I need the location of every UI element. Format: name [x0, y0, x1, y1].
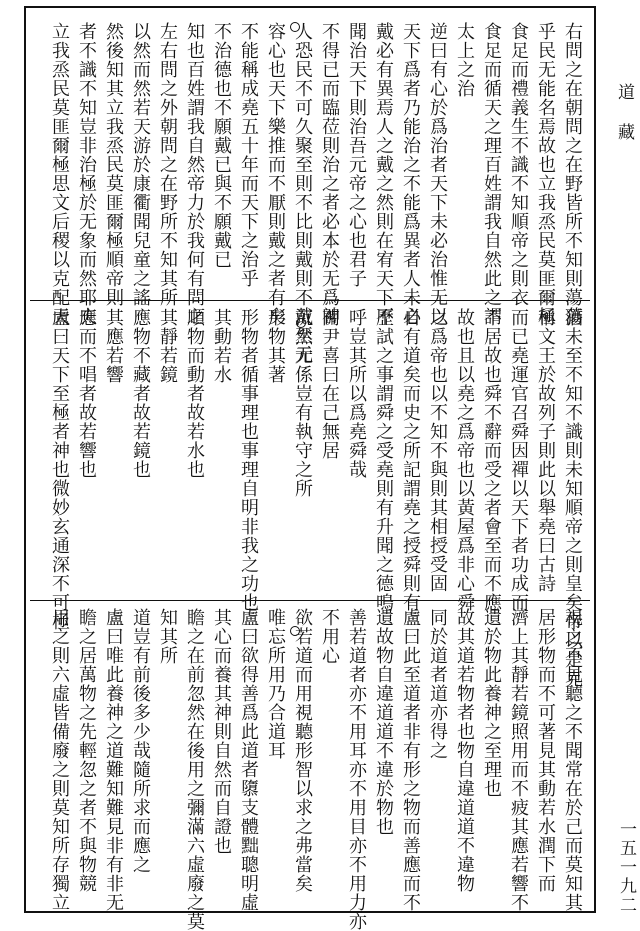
text-column: 其心而養其神則自然而自證也: [211, 608, 232, 855]
margin-title-char: 道: [618, 83, 635, 103]
page-number: 一五一九二: [616, 820, 636, 915]
text-column: 瞻之在前忽然在後用之彌滿六虛廢之莫: [184, 608, 205, 931]
text-column: 遺故物自違道道不違於物也: [373, 608, 394, 836]
text-column: 遺於物此養神之至理也: [481, 608, 502, 798]
text-column: 而已堯運官召舜因禪以天下者功成而: [508, 308, 529, 612]
text-column: 唯忘所用乃合道耳: [265, 608, 286, 760]
text-column: 左右問之外朝問之在野所不知其所: [157, 22, 178, 307]
text-column: 不居故也舜不辭而受之者會至而不應: [481, 308, 502, 612]
text-column: 戴必有異焉人之戴之然則在宥天下不: [373, 22, 394, 326]
text-column: 視之不見聽之不聞常在於己而莫知其: [562, 608, 583, 912]
text-column: 其動若水: [211, 308, 232, 384]
text-column: 故其道若物者也物自違道道不違物: [454, 608, 475, 893]
text-column: 右問之在朝問之在野皆所不知則蕩蕩: [562, 22, 583, 326]
text-column: 食足而禮義生不識不知順帝之則衣: [508, 22, 529, 307]
text-column: 聞治天下則治吾元帝之心也君子: [346, 22, 367, 288]
text-column: 盧曰欲得善爲此道者隳支體黜聰明虛: [238, 608, 259, 912]
text-column: 盧曰唯此養神之道難知難見非有非无: [103, 608, 124, 912]
text-column: 瞻之居萬物之先輕忽之者不與物競: [76, 608, 97, 893]
text-column: 欲若道而用視聽形智以求之弗當矣: [292, 608, 313, 893]
text-column: 盧曰此至道者非有形之物而善應而不: [400, 608, 421, 912]
text-column: 形物其著: [265, 308, 286, 384]
text-column: 人恐民不可久聚至則不比則戴則不戴至元: [292, 22, 313, 364]
text-column: 濟上其靜若鏡照用而不疲其應若響不: [508, 608, 529, 912]
text-column: 故也且以堯之爲帝也以黃屋爲非心舜: [454, 308, 475, 612]
text-column: 盧曰天下至極者神也微妙玄通深不可極: [49, 308, 70, 631]
text-column: 不能稱成堯五十年而天下之治乎: [238, 22, 259, 288]
text-column: 知也百姓謂我自然帝力於我何有問之: [184, 22, 205, 326]
text-column: 以然而然若天游於康衢聞兒童之謠: [130, 22, 151, 307]
text-column: 太上之治: [454, 22, 475, 98]
text-column: 關尹喜曰在己無居: [319, 308, 340, 460]
text-column: 知其所: [157, 608, 178, 665]
text-column: 者不識不知豈非治極於无象而然耶夫: [76, 22, 97, 326]
text-column: 乎民无能名焉故也立我烝民莫匪爾極: [535, 22, 556, 326]
text-column: 沉然无係豈有執守之所: [292, 308, 313, 498]
text-column: 呼豈其所以爲堯舜哉: [346, 308, 367, 479]
text-column: 天下爲者乃能治之不能爲異者人未必: [400, 22, 421, 326]
text-panel-bottom: [34, 608, 586, 931]
text-column: 用之則六虛皆備廢之則莫知所存獨立: [49, 608, 70, 912]
text-column: 善若道者亦不用耳亦不用目亦不用力亦: [346, 608, 367, 931]
text-column: 之爲帝也以不知不與則其相授受固: [427, 308, 448, 593]
margin-title-char: 藏: [618, 123, 635, 143]
text-column: 歷試之事謂舜之受堯則有升聞之德鳴: [373, 308, 394, 612]
text-column: 不治德也不願戴已與不願戴已: [211, 22, 232, 269]
text-column: 形物者循事理也事理自明非我之功也: [238, 308, 259, 612]
panel-divider-2: [30, 600, 590, 601]
text-column: 猶未至不知不識則未知順帝之則皇矣帝以是克: [562, 308, 583, 688]
text-column: 順物而動者故若水也: [184, 308, 205, 479]
text-column: 逆曰有心於爲治者天下未必治惟无以: [427, 22, 448, 326]
text-column: 道豈有前後多少哉隨所求而應之: [130, 608, 151, 874]
text-column: 自有道矣而史之所記謂堯之授舜則有: [400, 308, 421, 612]
text-column: 應物不藏者故若鏡也: [130, 308, 151, 479]
text-column: 其應若響: [103, 308, 124, 384]
text-column: 其靜若鏡: [157, 308, 178, 384]
text-column: 立我烝民莫匪爾極思文后稷以克配天: [49, 22, 70, 326]
text-column: 稱文王於故列子則此以舉堯曰古詩: [535, 308, 556, 593]
text-column: 應而不唱者故若響也: [76, 308, 97, 479]
text-column: 居形物而不可著見其動若水潤下而: [535, 608, 556, 893]
text-column: 不用心: [319, 608, 340, 665]
text-column: 食足而循天之理百姓謂我自然此之謂: [481, 22, 502, 326]
text-column: 同於道者道亦得之: [427, 608, 448, 760]
text-column: 然後知其立我烝民莫匪爾極順帝則: [103, 22, 124, 307]
text-column: 容心也天下樂推而不厭則戴之者有矣: [265, 22, 286, 326]
text-column: 不得已而臨莅則治之者必本於无爲神: [319, 22, 340, 326]
